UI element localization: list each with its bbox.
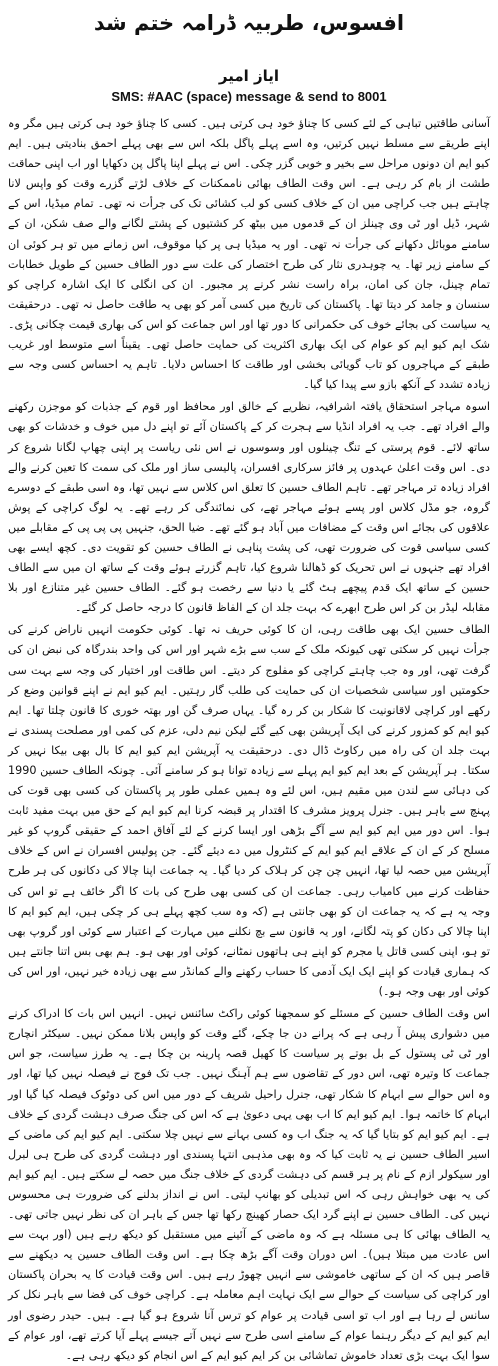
paragraph: اس وقت الطاف حسین کے مسئلے کو سمجھنا کوئی راکٹ سائنس نہیں۔ انہیں اس بات کا ادراک کرنے میں دشواری پیش آ رہی ہے کہ پرانے دن جا چکے، گئے وقت کو واپس بلانا ممکن نہیں۔ سیکٹر انچارج اور ٹی ٹی پستول کے بل بوتے پر سیاست کا کھیل قصہ پارینہ بن چکا ہے۔ یہ طرز سیاست، جو اس جماعت کا وتیرہ تھی، اس دور کے تقاضوں سے ہم آہنگ نہیں۔ جب تک فوج نے فیصلہ نہیں کیا تھا، اور وہ اس حوالے سے ابہام کا شکار تھی، جنرل راحیل شریف کے دور میں اس کی دوٹوک فیصلہ کیا گیا اور ابہام کا خاتمہ ہوا۔ ایم کیو ایم کا اب بھی یہی دعویٰ ہے کہ اس کی جنگ صرف دہشت گردی کے خلاف ہے۔ ایم کیو ایم کو بتایا گیا کہ یہ جنگ اب وہ کسی بہانے سے نہیں چلا سکتی۔ ایم کیو ایم کی ماضی کے اسیر الطاف حسین نے یہ ثابت کیا کہ وہ بھی مذہبی انتہا پسندی اور دہشت گردی کی طرح ہی لبرل اور سیکولر ازم کے نام پر ہر قسم کی دہشت گردی کے خلاف جنگ میں حصہ لے سکتے ہیں۔ ایم کیو ایم کی یہ بھی خواہش رہی کہ اس تبدیلی کو بھانپ لیتی۔ اس نے انداز بدلنے کی ضرورت ہی محسوس نہیں کی۔ الطاف حسین نے اپنے گرد ایک حصار کھینچ رکھا تھا جس کے باہر ان کی نظر نہیں جاتی تھی۔ یہ الطاف بھائی کا ہی مسئلہ ہے کہ وہ ماضی کے آئینے میں مستقبل کو دیکھ رہے ہیں (اور بہت سے اس عادت میں مبتلا ہیں)۔ اس دوران وقت آگے بڑھ چکا ہے۔ اس وقت الطاف حسین یہ دیکھنے سے قاصر ہیں کہ ان کے ساتھی خاموشی سے انہیں چھوڑ رہے ہیں۔ اس وقت قیادت کا یہ بحران پاکستان اور کراچی کی سیاست کے حوالے سے ایک نہایت اہم معاملہ ہے۔ کراچی خوف کی فضا سے باہر نکل کر سانس لے رہا ہے اور اب تو اسی قیادت پر عوام کو ترس آنا شروع ہو گیا ہے۔ ہیں۔ حیدر رضوی اور ایم کیو ایم کے دیگر رہنما عوام کے سامنے اسی طرح سے نہیں آتے جیسے پہلے آیا کرتے تھے، اور عوام کے سوا ایک بہت بڑی تعداد خاموش تماشائی بن کر ایم کیو ایم کے اس انجام کو دیکھ رہی ہے۔	[8, 1007, 490, 1362]
paragraph: آسانی طاقتیں تباہی کے لئے کسی کا چناؤ خود ہی کرتی ہیں۔ کسی کا چناؤ خود ہی کرتی ہیں مگر وہ اپنے طریقے سے مسلط نہیں کرتیں، وہ اسے پہلے پاگل بلکہ اس سے بھی پہلے احمق بنادیتی ہیں۔ ایم کیو ایم ان دونوں مراحل سے بخیر و خوبی گزر چکی۔ اس نے پہلے اپنا پاگل پن دکھایا اور اب اپنی حماقت طشت از بام کر رہی ہے۔ اس وقت الطاف بھائی ناممکنات کے خلاف لڑتے گزرے وقت کو واپس لانا چاہتے ہیں جب کراچی میں ان کے خلاف کسی کو لب کشائی تک کی جرأت نہ تھی۔ تمام میڈیا، اس کے شہر، ڈیل اور ٹی وی چینلز ان کے قدموں میں بیٹھ کر کشتیوں کے پشتے لگانے والے صف شکن، ان کے سامنے موبائل دکھانے کی جرأت نہ تھی۔ اور یہ میڈیا ہی پر کیا موقوف، اس زمانے میں تو ہر کوئی ان کے سامنے زیر تھا۔ یہ چوہدری نثار کی طرح اختصار کی علت سے دور الطاف حسین کے طویل خطابات تمام چینل، جان کی امان، براہ راست نشر کرنے پر مجبور۔ ان کی انگلی کا ایک اشارہ کراچی کو سنسان و جامد کر دیتا تھا۔ پاکستان کی تاریخ میں کسی آمر کو بھی یہ طاقت حاصل نہ تھی۔ درحقیقت یہ سیاست کی بجائے خوف کی حکمرانی کا دور تھا اور اس جماعت کو اس کی بھاری قیمت چکانی پڑی۔ شک ایم کیو ایم کو عوام کی ایک بھاری اکثریت کی حمایت حاصل تھی۔ یقیناً اسے متوسط اور غریب طبقے کے مہاجروں کو تاب گویائی بخشی اور طاقت کا احساس دلایا۔ تاہم یہ احساس کسی وجہ سے زیادہ تشدد کے آنکھ بازو سے پیدا کیا گیا۔	[8, 117, 490, 392]
sms-instruction: SMS: #AAC (space) message & send to 8001	[111, 89, 387, 104]
headline: افسوس، طربیہ ڈرامہ ختم شد	[93, 11, 405, 35]
paragraph: اسوہ مہاجر استحقاق یافتہ اشرافیہ، نظریے کے خالق اور محافظ اور قوم کے جذبات کو موجزن رکھنے والے افراد تھے۔ جب یہ افراد انڈیا سے ہجرت کر کے پاکستان آئے تو اپنے دل میں خوف و خدشات کو بھی ساتھ لائے۔ قوم پرستی کے تنگ چینلوں اور وسوسوں نے اس نئی ریاست پر اپنی چھاپ لگانا شروع کر دی۔ اس وقت اعلیٰ عہدوں پر فائز سرکاری افسران، پالیسی ساز اور ملک کی سمت کا تعین کرنے والے افراد زیادہ تر مہاجر تھے۔ تاہم الطاف حسین کا تعلق اس کلاس سے نہیں تھا، وہ اسی طبقے کے دوسرے گروہ، جو مڈل کلاس اور پسے ہوئے مہاجر تھے، کی نمائندگی کر رہے تھے۔ یہ لوگ کراچی کے پوش علاقوں کی بجائے اس وقت کے مضافات میں آباد ہو گئے تھے۔ ضیا الحق، جنہیں پی پی پی کے مقابلے میں کسی سیاسی قوت کی ضرورت تھی، کی پشت پناہی نے الطاف حسین کو تقویت دی۔ کچھ ایسے بھی افراد تھے جنہوں نے اس تحریک کو ڈھالنا شروع کیا، تاہم گزرتے ہوئے وقت کے ساتھ ان میں سے الطاف حسین کے ساتھ ایک قدم پیچھے ہٹ گئے یا دنیا سے رخصت ہو گئے۔ الطاف حسین غیر متنازع اور بلا مقابلہ لیڈر بن کر اس طرح ابھرے کہ بہت جلد ان کے الفاظ قانون کا درجہ حاصل کر گئے۔	[8, 400, 490, 615]
paragraph: الطاف حسین ایک بھی طاقت رہی، ان کا کوئی حریف نہ تھا۔ کوئی حکومت انہیں ناراض کرنے کی جرأت نہیں کر سکتی تھی کیونکہ ملک کے سب سے بڑے شہر اور اس کی واحد بندرگاہ کی نبض ان کی گرفت تھی، اور وہ جب چاہتے کراچی کو مفلوج کر دیتے۔ اس طاقت اور اختیار کی وجہ سے بہت سی حکومتیں اور سیاسی شخصیات ان کی حمایت کی طلب گار رہتیں۔ ایم کیو ایم نے اپنے قوانین وضع کر رکھے اور کراچی لاقانونیت کا شکار بن کر رہ گیا۔ یہاں صرف گن اور بھتہ خوری کا قانون چلتا تھا۔ ایم کیو ایم کو کمزور کرنے کی ایک آپریشن بھی کیے گئے لیکن نیم دلی، عزم کی کمی اور مصلحت پسندی نے بہت جلد ان کی راہ میں رکاوٹ ڈال دی۔ درحقیقت یہ آپریشن ایم کیو ایم کا بال بھی بیکا نہیں کر سکتا۔ ہر آپریشن کے بعد ایم کیو ایم پہلے سے زیادہ توانا ہو کر سامنے آئی۔ چونکہ الطاف حسین 1990 کی دہائی سے لندن میں مقیم ہیں، اس لئے وہ ہمیں عملی طور پر پاکستان کی کسی بھی قوت کی پہنچ سے باہر ہیں۔ جنرل پرویز مشرف کا اقتدار پر قبضہ کرنا ایم کیو ایم کے حق میں بہت مفید ثابت ہوا۔ اس دور میں ایم کیو ایم سے آگے بڑھی اور ایسا کرنے کے لئے آفاق احمد کے حقیقی گروپ کو غیر مسلح کر کے ان کے علاقے ایم کیو ایم کے کنٹرول میں دے دیئے گئے۔ جن پولیس افسران نے اس کے خلاف آپریشن میں حصہ لیا تھا، انہیں چن چن کر ہلاک کر دیا گیا۔ یہ جماعت اپنا چالا کی دکانوں کی ہر طرح حفاظت کرنے میں کامیاب رہی۔ جماعت ان کی کسی بھی طرح کی بات کا اگر خائف ہے تو اس کی وجہ یہ ہے کہ یہ جماعت ان کو بھی جانتی ہے (کہ وہ سب کچھ پہلے ہی کر چکی ہیں، ایم کیو ایم کا اپنا چالا کی دکان کو پتہ لگانے، اور یہ قانون سے بچ نکلنے میں مہارت کے اعتبار سے کوئی اور گروپ بھی تو ہو، اپنی کسی قاتل یا مجرم کو اپنے ہی ہاتھوں نمٹانے، کوئی اور بھی ہو۔ ہم بھی بس اتنا جانتے ہیں کہ ہماری قیادت کو اپنے ایک ایک آدمی کا حساب رکھنے والے کمانڈر سے بھی زیادہ خیر نہیں، اور اس کی کوئی اور بھی وجہ ہو۔)	[8, 623, 490, 999]
article-body	[8, 114, 490, 1366]
author-name: ایاز امیر	[218, 67, 280, 85]
